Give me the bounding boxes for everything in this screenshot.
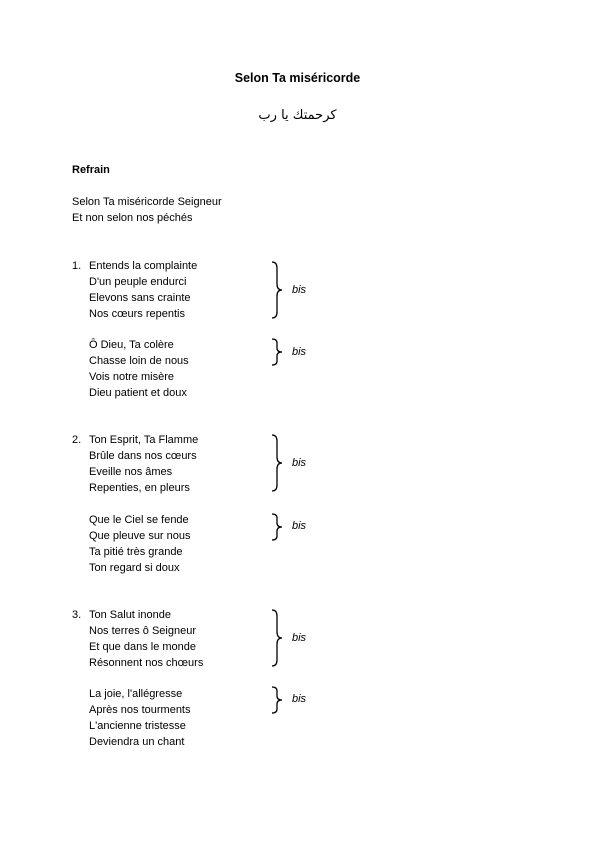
verse-line: Dieu patient et doux [89, 387, 187, 399]
refrain-lines [72, 194, 222, 226]
stanza-3-group-2 [89, 686, 191, 750]
verse-line: Entends la complainte [89, 260, 198, 272]
repeat-brace [268, 686, 290, 714]
verse-line: Ton Salut inonde [89, 609, 171, 621]
verse-line: Nos terres ô Seigneur [89, 625, 196, 637]
verse-line: Après nos tourments [89, 704, 191, 716]
bis-label: bis [292, 284, 307, 296]
repeat-brace [268, 434, 290, 492]
song-title: Selon Ta miséricorde [234, 71, 361, 85]
repeat-brace [268, 609, 290, 667]
verse-line: Que pleuve sur nous [89, 530, 191, 542]
stanza-1-group-2 [89, 337, 189, 401]
bis-label: bis [292, 632, 307, 644]
repeat-brace [268, 338, 290, 366]
verse-line: Eveille nos âmes [89, 466, 173, 478]
verse-line: Que le Ciel se fende [89, 514, 189, 526]
refrain-line: Selon Ta miséricorde Seigneur [72, 196, 222, 208]
repeat-brace [268, 261, 290, 319]
verse-line: L'ancienne tristesse [89, 720, 186, 732]
verse-line: Ta pitié très grande [89, 546, 183, 558]
stanza-2-group-2 [89, 512, 191, 576]
verse-line: Elevons sans crainte [89, 292, 191, 304]
repeat-brace [268, 513, 290, 541]
stanza-number: 3. [72, 609, 82, 621]
verse-line: Ton Esprit, Ta Flamme [89, 434, 199, 446]
refrain-heading: Refrain [72, 164, 110, 176]
verse-line: La joie, l'allégresse [89, 688, 183, 700]
bis-label: bis [292, 457, 307, 469]
verse-line: Résonnent nos chœurs [89, 657, 204, 669]
stanza-number: 2. [72, 434, 82, 446]
refrain-line: Et non selon nos péchés [72, 212, 193, 224]
bis-label: bis [292, 346, 307, 358]
stanza-2-group-1 [89, 432, 198, 496]
verse-line: Ton regard si doux [89, 562, 180, 574]
verse-line: Repenties, en pleurs [89, 482, 190, 494]
verse-line: Vois notre misère [89, 371, 174, 383]
stanza-number: 1. [72, 260, 82, 272]
verse-line: Nos cœurs repentis [89, 308, 185, 320]
verse-line: Ô Dieu, Ta colère [89, 339, 174, 351]
bis-label: bis [292, 520, 307, 532]
bis-label: bis [292, 693, 307, 705]
verse-line: Chasse loin de nous [89, 355, 189, 367]
verse-line: D'un peuple endurci [89, 276, 187, 288]
verse-line: Et que dans le monde [89, 641, 197, 653]
arabic-subtitle: كرحمتك يا رب [258, 108, 337, 123]
stanza-3-group-1 [89, 607, 203, 671]
stanza-1-group-1 [89, 258, 197, 322]
verse-line: Deviendra un chant [89, 736, 185, 748]
verse-line: Brûle dans nos cœurs [89, 450, 197, 462]
